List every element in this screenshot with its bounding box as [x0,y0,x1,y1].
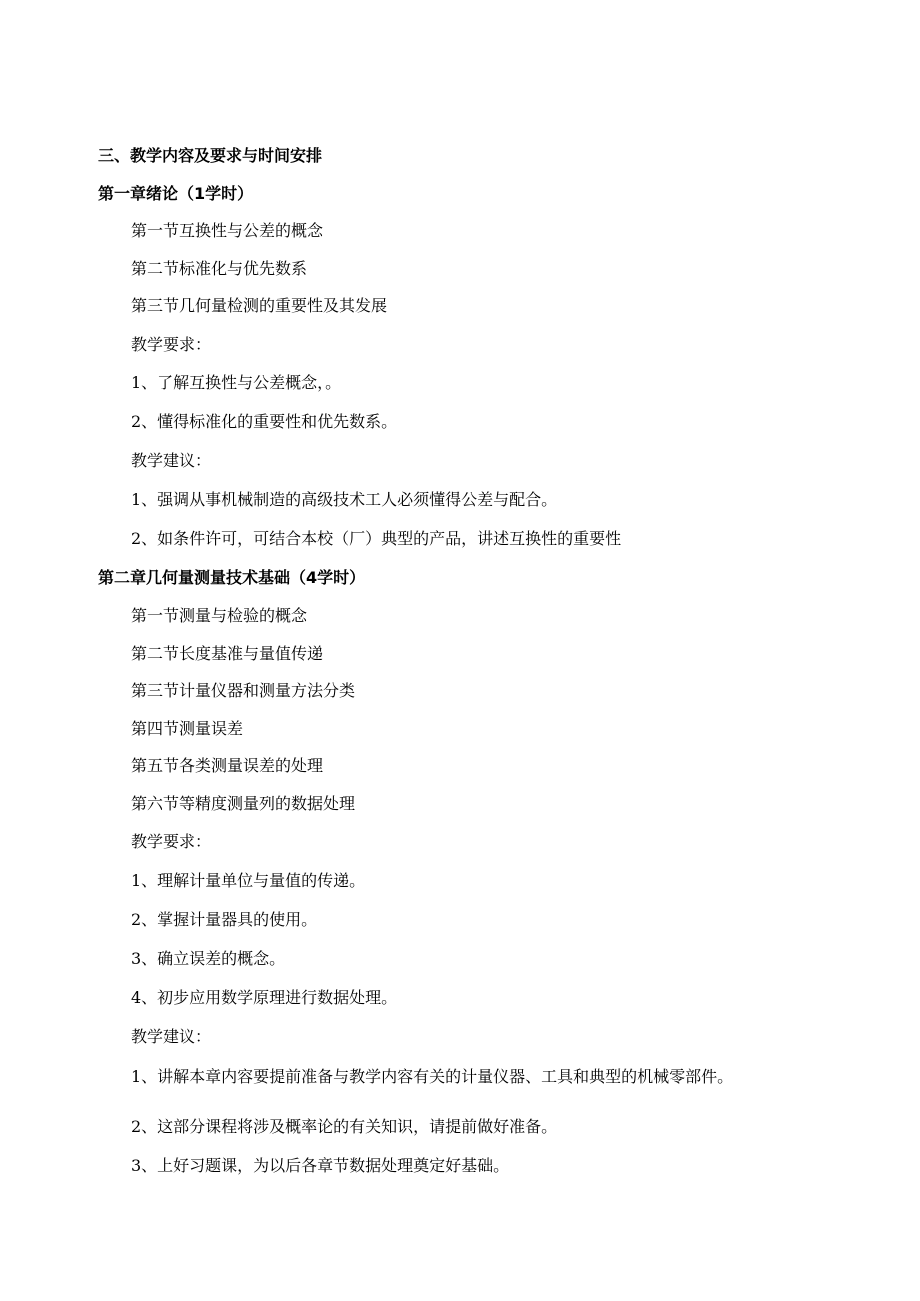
chapter-2-suggestion-1: 1、讲解本章内容要提前准备与教学内容有关的计量仪器、工具和典型的机械零部件。 [131,1067,734,1086]
chapter-2-section-1: 第一节测量与检验的概念 [131,606,308,625]
chapter-1-section-1: 第一节互换性与公差的概念 [131,221,324,240]
chapter-2-section-2: 第二节长度基准与量值传递 [131,644,324,663]
chapter-1-section-3: 第三节几何量检测的重要性及其发展 [131,296,388,315]
chapter-2-suggestion-2: 2、这部分课程将涉及概率论的有关知识，请提前做好准备。 [131,1117,558,1136]
section-title: 三、教学内容及要求与时间安排 [98,146,323,165]
chapter-2-section-4: 第四节测量误差 [131,719,244,738]
chapter-2-requirement-2: 2、掌握计量器具的使用。 [131,910,318,929]
chapter-2-requirement-1: 1、理解计量单位与量值的传递。 [131,871,366,890]
chapter-1-requirements-label: 教学要求： [131,335,212,354]
chapter-2-section-5: 第五节各类测量误差的处理 [131,756,324,775]
chapter-2-requirement-3: 3、确立误差的概念。 [131,949,286,968]
chapter-2-section-6: 第六节等精度测量列的数据处理 [131,794,356,813]
chapter-2-section-3: 第三节计量仪器和测量方法分类 [131,681,356,700]
chapter-1-requirement-2: 2、懂得标准化的重要性和优先数系。 [131,412,398,431]
chapter-2-suggestions-label: 教学建议： [131,1027,212,1046]
chapter-1-suggestion-2: 2、如条件许可，可结合本校（厂）典型的产品，讲述互换性的重要性 [131,529,622,548]
chapter-2-suggestion-3: 3、上好习题课，为以后各章节数据处理奠定好基础。 [131,1156,510,1175]
chapter-2-title: 第二章几何量测量技术基础（4学时） [98,568,366,587]
chapter-1-suggestions-label: 教学建议： [131,451,212,470]
chapter-1-requirement-1: 1、了解互换性与公差概念，。 [131,373,342,392]
chapter-2-requirement-4: 4、初步应用数学原理进行数据处理。 [131,988,398,1007]
chapter-1-suggestion-1: 1、强调从事机械制造的高级技术工人必须懂得公差与配合。 [131,490,558,509]
chapter-1-title: 第一章绪论（1学时） [98,184,254,203]
chapter-1-section-2: 第二节标准化与优先数系 [131,259,308,278]
chapter-2-requirements-label: 教学要求： [131,832,212,851]
